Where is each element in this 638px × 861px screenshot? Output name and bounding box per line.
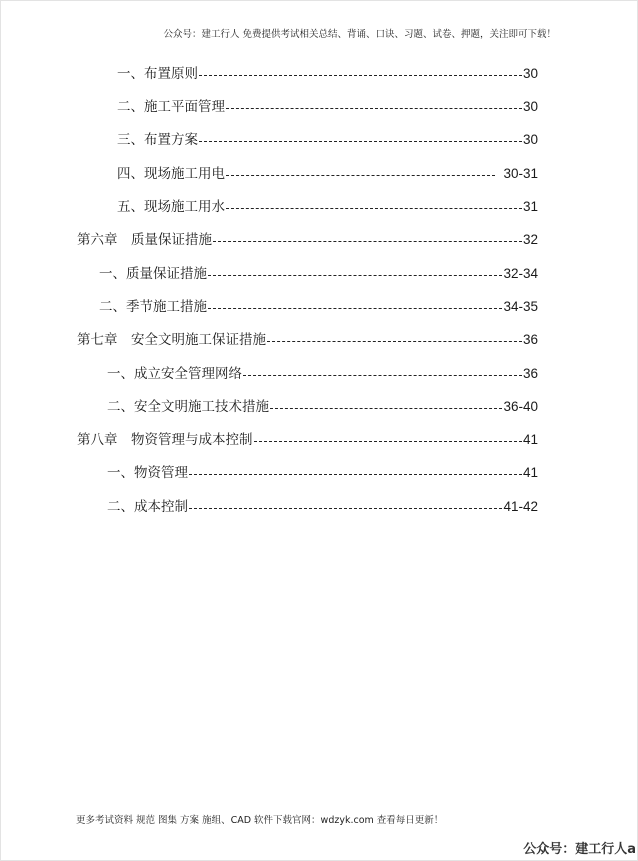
toc-entry[interactable]	[99, 264, 538, 284]
toc-leader	[208, 308, 502, 309]
toc-entry[interactable]	[107, 463, 538, 483]
toc-leader	[208, 275, 502, 276]
toc-entry-title: 二、成本控制	[107, 499, 188, 515]
toc-entry-title: 四、现场施工用电	[117, 166, 225, 182]
toc-leader	[226, 208, 522, 209]
toc-leader	[226, 108, 522, 109]
toc-entry[interactable]	[117, 164, 538, 184]
toc-entry[interactable]	[107, 497, 538, 517]
toc-entry[interactable]	[117, 130, 538, 150]
toc-leader	[199, 75, 522, 76]
toc-entry-page: 32-34	[503, 266, 538, 281]
toc-entry-title: 一、成立安全管理网络	[107, 366, 242, 382]
toc-entry-title: 二、施工平面管理	[117, 99, 225, 115]
toc-entry[interactable]	[77, 330, 538, 350]
watermark: 公众号：建工行人a	[523, 842, 636, 857]
toc-entry-page: 34-35	[503, 299, 538, 314]
toc-entry-title: 二、安全文明施工技术措施	[107, 399, 269, 415]
toc-entry-title: 二、季节施工措施	[99, 299, 207, 315]
toc-leader	[270, 408, 502, 409]
toc-entry-title: 一、布置原则	[117, 66, 198, 82]
toc-entry[interactable]	[117, 64, 538, 84]
toc-leader	[226, 175, 495, 176]
toc-entry[interactable]	[107, 397, 538, 417]
toc-leader	[254, 441, 522, 442]
toc-entry-page: 32	[522, 232, 538, 247]
toc-entry-page: 41	[522, 432, 538, 447]
toc-entry-page: 30-31	[503, 166, 538, 181]
toc-entry-page: 31	[522, 199, 538, 214]
toc-entry-title: 第八章 物资管理与成本控制	[77, 432, 253, 448]
toc-entry-page: 30	[522, 66, 538, 81]
toc-entry[interactable]	[77, 230, 538, 250]
toc-leader	[267, 341, 522, 342]
toc-entry-page: 30	[522, 99, 538, 114]
toc-entry-page: 36	[522, 332, 538, 347]
toc-entry-title: 第六章 质量保证措施	[77, 232, 212, 248]
toc-entry-page: 36	[522, 366, 538, 381]
toc-entry-title: 一、物资管理	[107, 465, 188, 481]
toc-leader	[243, 375, 522, 376]
toc-leader	[199, 141, 522, 142]
toc-entry-title: 第七章 安全文明施工保证措施	[77, 332, 266, 348]
toc-entry[interactable]	[117, 97, 538, 117]
toc-leader	[213, 241, 522, 242]
toc-entry-page: 36-40	[503, 399, 538, 414]
toc-entry-page: 30	[522, 132, 538, 147]
toc-entry-page: 41-42	[503, 499, 538, 514]
toc-entry[interactable]	[117, 197, 538, 217]
toc-entry[interactable]	[99, 297, 538, 317]
toc-entry-title: 一、质量保证措施	[99, 266, 207, 282]
toc-entry-title: 三、布置方案	[117, 132, 198, 148]
toc-entry[interactable]	[107, 364, 538, 384]
toc-entry-title: 五、现场施工用水	[117, 199, 225, 215]
toc-leader	[189, 474, 522, 475]
toc-entry[interactable]	[77, 430, 538, 450]
header-note: 公众号：建工行人 免费提供考试相关总结、背诵、口诀、习题、试卷、押题，关注即可下载！	[163, 29, 556, 40]
toc-leader	[189, 508, 502, 509]
footer-note: 更多考试资料 规范 图集 方案 施组、CAD 软件下载官网：wdzyk.com 查看每日更新！	[76, 815, 444, 826]
toc-entry-page: 41	[522, 465, 538, 480]
